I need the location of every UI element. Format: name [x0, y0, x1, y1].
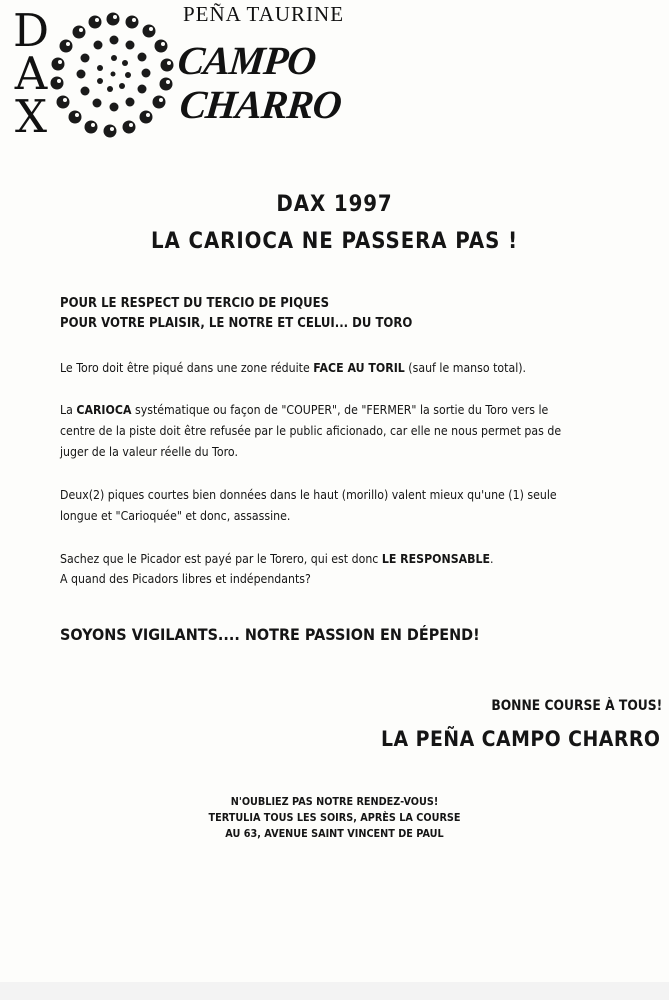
bonne-course-text: BONNE COURSE À TOUS!	[491, 698, 662, 714]
paragraph-toril	[60, 360, 526, 375]
scan-edge	[0, 982, 669, 1000]
text: (sauf le manso total).	[404, 360, 527, 375]
signature: LA PEÑA CAMPO CHARRO	[380, 727, 660, 751]
paragraph-picador-line-2: A quand des Picadors libres et indépendants?	[60, 571, 311, 586]
text: La	[60, 402, 77, 417]
bold-text: CARIOCA	[76, 402, 132, 417]
intro-line-1: POUR LE RESPECT DU TERCIO DE PIQUES	[60, 296, 330, 311]
paragraph-piques-line-1: Deux(2) piques courtes bien données dans le haut (morillo) valent mieux qu'une (1) seule	[60, 487, 557, 502]
bold-text: FACE AU TORIL	[313, 360, 405, 375]
headline-year: DAX 1997	[276, 192, 393, 217]
paragraph-piques-line-2: longue et "Carioquée" et donc, assassine.	[60, 508, 291, 523]
swirl-emblem-icon	[48, 10, 178, 142]
dax-letter-x: X	[14, 90, 48, 143]
dax-letter-a: A	[14, 47, 48, 100]
rendez-vous-line: N'OUBLIEZ PAS NOTRE RENDEZ-VOUS!	[230, 795, 439, 808]
text: systématique ou façon de "COUPER", de "FERMER" la sortie du Toro vers le	[131, 402, 549, 417]
address-line: AU 63, AVENUE SAINT VINCENT DE PAUL	[225, 827, 444, 840]
pena-logo	[0, 0, 345, 150]
paragraph-picador-line-1	[60, 551, 494, 566]
dax-letter-d: D	[12, 4, 50, 57]
pena-taurine-label: PEÑA TAURINE	[183, 2, 345, 26]
campo-wordmark: CAMPO	[175, 38, 318, 83]
headline-slogan: LA CARIOCA NE PASSERA PAS !	[150, 229, 519, 254]
paragraph-carioca-line-2: centre de la piste doit être refusée par le public aficionado, car elle ne nous permet pas de	[60, 423, 562, 438]
text: .	[490, 551, 494, 566]
vigilant-slogan: SOYONS VIGILANTS.... NOTRE PASSION EN DÉPEND!	[60, 625, 480, 644]
bold-text: LE RESPONSABLE	[381, 551, 491, 566]
text: Le Toro doit être piqué dans une zone réduite	[60, 360, 314, 375]
tertulia-line: TERTULIA TOUS LES SOIRS, APRÈS LA COURSE	[208, 811, 461, 824]
paragraph-carioca-line-3: juger de la valeur réelle du Toro.	[60, 444, 238, 459]
charro-wordmark: CHARRO	[177, 82, 344, 127]
intro-line-2: POUR VOTRE PLAISIR, LE NOTRE ET CELUI... DU TORO	[60, 316, 413, 331]
text: Sachez que le Picador est payé par le Torero, qui est donc	[60, 551, 382, 566]
paragraph-carioca-line-1	[60, 402, 548, 417]
